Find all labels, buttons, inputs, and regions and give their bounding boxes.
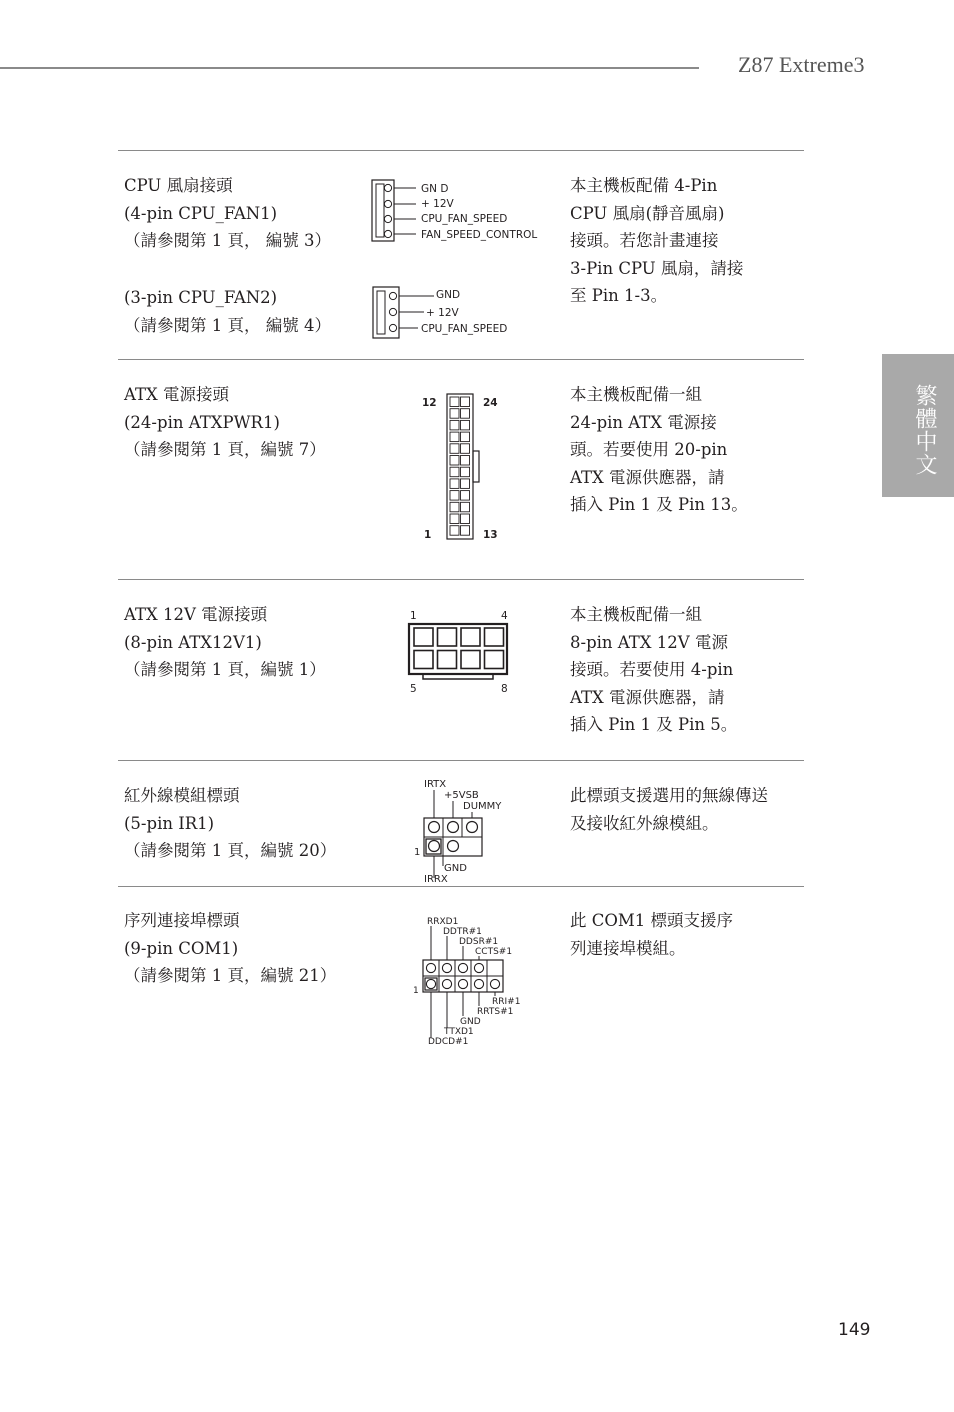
pin-label: DUMMY xyxy=(463,801,502,812)
pin-cell xyxy=(461,432,470,442)
pin-label: GND xyxy=(436,289,461,301)
note-line: 列連接埠模組。 xyxy=(570,938,686,958)
pin-label: +5VSB xyxy=(444,790,479,801)
atx-power-title: ATX 電源接頭 xyxy=(124,385,230,404)
com-description xyxy=(124,907,336,990)
note-line: 及接收紅外線模組。 xyxy=(570,813,719,833)
pin-cell xyxy=(461,479,470,489)
ir-header-diagram xyxy=(410,772,530,884)
note-line: ATX 電源供應器，請 xyxy=(570,687,725,707)
note-line: 頭。若要使用 20-pin xyxy=(570,440,728,459)
cpu-fan-note xyxy=(570,172,743,310)
note-line: 此標頭支援選用的無線傳送 xyxy=(570,786,768,805)
note-line: 插入 Pin 1 及 Pin 13。 xyxy=(570,495,748,514)
pin-cell xyxy=(461,526,470,536)
note-line: 接頭。若您計畫連接 xyxy=(570,231,719,250)
pin-number-label: 1 xyxy=(424,529,432,541)
cpu-fan1-pin: (4-pin CPU_FAN1) xyxy=(124,203,278,223)
pin-cell xyxy=(461,420,470,430)
pin-cell xyxy=(461,514,470,524)
atx-24pin-diagram xyxy=(410,388,510,548)
pin-label: RRI#1 xyxy=(492,997,521,1007)
pin-number-label: 12 xyxy=(422,397,437,409)
pin-label: CCTS#1 xyxy=(475,947,513,957)
atx-power-ref: （請參閱第 1 頁，編號 7） xyxy=(124,440,326,459)
pin-cell xyxy=(450,409,459,419)
pin-cell xyxy=(414,651,433,669)
pin-cell xyxy=(461,397,470,407)
com-header-diagram xyxy=(410,912,540,1048)
section-divider xyxy=(118,886,804,887)
cpu-fan2-description xyxy=(124,284,331,339)
pin-cell xyxy=(450,491,459,501)
pin-number-label: 1 xyxy=(414,847,421,858)
pin-number-label: 1 xyxy=(410,610,417,622)
section-divider xyxy=(118,579,804,580)
cpu-fan2-ref: （請參閱第 1 頁， 編號 4） xyxy=(124,315,331,335)
note-line: CPU 風扇(靜音風扇) xyxy=(570,203,725,223)
cpu-fan-title: CPU 風扇接頭 xyxy=(124,176,233,195)
atx12v-ref: （請參閱第 1 頁，編號 1） xyxy=(124,660,326,679)
section-divider xyxy=(118,760,804,761)
com-title: 序列連接埠標頭 xyxy=(124,911,240,930)
page-number: 149 xyxy=(838,1320,871,1340)
pin-number-label: 4 xyxy=(501,610,508,622)
atx-power-pin: (24-pin ATXPWR1) xyxy=(124,412,280,432)
section-divider xyxy=(118,150,804,151)
pin-label: TTXD1 xyxy=(444,1027,474,1037)
pin-label: + 12V xyxy=(421,198,454,210)
pin-number-label: 24 xyxy=(483,397,498,409)
note-line: 24-pin ATX 電源接 xyxy=(570,412,717,432)
ir-ref: （請參閱第 1 頁，編號 20） xyxy=(124,841,337,860)
pin-cell xyxy=(450,397,459,407)
cpu-fan1-diagram xyxy=(366,176,556,246)
pin-cell xyxy=(461,456,470,466)
pin-cell xyxy=(461,628,480,646)
note-line: 本主機板配備一組 xyxy=(570,385,702,404)
pin-cell xyxy=(450,456,459,466)
cpu-fan2-pin: (3-pin CPU_FAN2) xyxy=(124,288,278,307)
pin-number-label: 13 xyxy=(483,529,498,541)
pin-number-label: 8 xyxy=(501,683,508,695)
pin-cell xyxy=(450,479,459,489)
atx12v-title: ATX 12V 電源接頭 xyxy=(124,605,268,624)
pin-cell xyxy=(485,651,504,669)
pin-cell xyxy=(438,628,457,646)
pin-label: DDSR#1 xyxy=(459,937,499,947)
pin-cell xyxy=(461,467,470,477)
pin-cell xyxy=(485,628,504,646)
pin-cell xyxy=(461,502,470,512)
atx12v-note xyxy=(570,601,737,739)
pin-cell xyxy=(450,420,459,430)
pin-cell xyxy=(450,514,459,524)
cpu-fan2-diagram xyxy=(366,282,536,342)
ir-pin: (5-pin IR1) xyxy=(124,813,215,833)
pin-label: DDTR#1 xyxy=(443,927,482,937)
pin-grid xyxy=(414,628,504,669)
note-line: 插入 Pin 1 及 Pin 5。 xyxy=(570,715,738,734)
note-line: 3-Pin CPU 風扇，請接 xyxy=(570,258,744,278)
note-line: 8-pin ATX 12V 電源 xyxy=(570,632,728,652)
ir-description xyxy=(124,782,336,865)
model-title: Z87 Extreme3 xyxy=(738,52,865,77)
pin-cell xyxy=(450,502,459,512)
pin-number-label: 5 xyxy=(410,683,417,695)
note-line: 接頭。若要使用 4-pin xyxy=(570,660,734,679)
note-line: 本主機板配備 4-Pin xyxy=(570,176,718,195)
pin-cell xyxy=(461,491,470,501)
note-line: 至 Pin 1-3。 xyxy=(570,286,668,305)
atx-power-note xyxy=(570,381,748,519)
pin-number-label: 1 xyxy=(413,986,419,996)
pin-label: DDCD#1 xyxy=(428,1037,469,1047)
cpu-fan-description xyxy=(124,172,331,255)
atx12v-pin: (8-pin ATX12V1) xyxy=(124,632,262,652)
pin-grid xyxy=(450,397,470,535)
note-line: 本主機板配備一組 xyxy=(570,605,702,624)
pin-cell xyxy=(414,628,433,646)
atx12v-8pin-diagram xyxy=(402,604,522,696)
language-tab-label: 繁體中文 xyxy=(912,384,937,476)
pin-label: GN D xyxy=(421,183,449,195)
pin-cell xyxy=(450,467,459,477)
pin-label: CPU_FAN_SPEED xyxy=(421,323,508,335)
pin-label: CPU_FAN_SPEED xyxy=(421,213,508,225)
note-line: 此 COM1 標頭支援序 xyxy=(570,911,734,930)
pin-cell xyxy=(438,651,457,669)
language-tab xyxy=(882,354,954,497)
pin-cell xyxy=(461,409,470,419)
header-rule xyxy=(0,67,699,69)
ir-note xyxy=(570,782,768,837)
atx-power-description xyxy=(124,381,326,464)
pin-label: IRRX xyxy=(424,874,448,884)
cpu-fan1-ref: （請參閱第 1 頁， 編號 3） xyxy=(124,231,331,250)
section-divider xyxy=(118,359,804,360)
pin-cell xyxy=(461,444,470,454)
pin-cell xyxy=(450,526,459,536)
pin-cell xyxy=(461,651,480,669)
pin-label: GND xyxy=(460,1017,481,1027)
pin-label: + 12V xyxy=(426,307,459,319)
com-ref: （請參閱第 1 頁，編號 21） xyxy=(124,966,337,985)
pin-cell xyxy=(450,444,459,454)
com-pin: (9-pin COM1) xyxy=(124,938,239,958)
com-note xyxy=(570,907,733,962)
atx12v-description xyxy=(124,601,326,684)
note-line: ATX 電源供應器，請 xyxy=(570,467,725,487)
ir-title: 紅外線模組標頭 xyxy=(124,786,240,805)
pin-label: FAN_SPEED_CONTROL xyxy=(421,229,538,241)
pin-label: IRTX xyxy=(424,779,447,790)
pin-label: GND xyxy=(444,863,467,874)
pin-cell xyxy=(450,432,459,442)
pin-label: RRXD1 xyxy=(427,917,459,927)
pin-label: RRTS#1 xyxy=(477,1007,514,1017)
